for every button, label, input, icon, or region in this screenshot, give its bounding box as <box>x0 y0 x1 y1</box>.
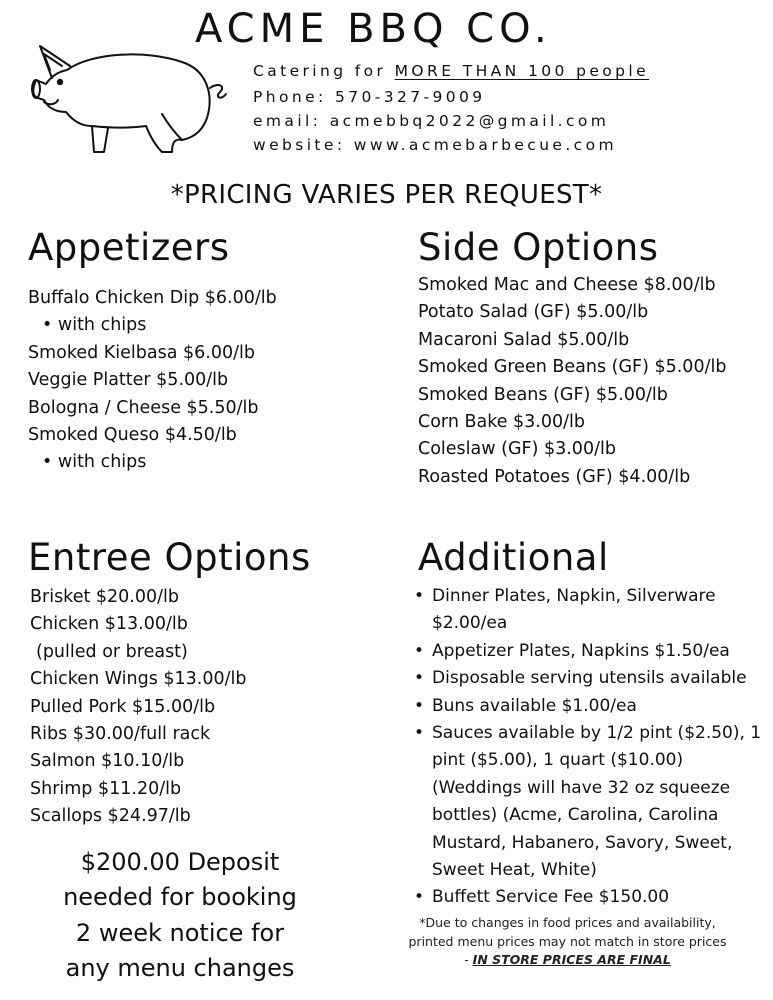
list-item: • Disposable serving utensils available <box>414 665 764 692</box>
list-item: Corn Bake $3.00/lb <box>418 411 586 432</box>
entrees-list <box>30 584 247 831</box>
email-line: email: acmebbq2022@gmail.com <box>253 112 610 130</box>
list-item: Ribs $30.00/full rack <box>30 723 211 744</box>
price-disclaimer: *Due to changes in food prices and availability, printed menu prices may not match in store prices - IN STORE PRICES ARE FINAL <box>408 915 727 967</box>
list-item: Bologna / Cheese $5.50/lb <box>28 397 259 418</box>
list-item: • Sauces available by 1/2 pint ($2.50), 1 pint ($5.00), 1 quart ($10.00) (Weddings will have 32 oz squeeze bottles) (Acme, Carolina, Carolina Mustard, Habanero, Savory, Sweet, Sweet Heat, White) <box>414 720 762 884</box>
list-item: • with chips <box>28 449 277 476</box>
list-item: • Appetizer Plates, Napkins $1.50/ea <box>414 638 764 665</box>
entrees-heading: Entree Options <box>28 536 311 579</box>
list-item: Smoked Beans (GF) $5.00/lb <box>418 384 668 405</box>
list-item: Pulled Pork $15.00/lb <box>30 696 216 717</box>
list-item: Buffalo Chicken Dip $6.00/lb <box>28 288 277 308</box>
list-item: Smoked Kielbasa $6.00/lb <box>28 342 255 363</box>
list-item: • with chips <box>28 312 277 339</box>
sides-heading: Side Options <box>418 226 659 269</box>
additional-list <box>414 583 764 912</box>
list-item: • Buns available $1.00/ea <box>414 693 764 720</box>
list-item: Smoked Mac and Cheese $8.00/lb <box>418 275 716 295</box>
list-item: • Dinner Plates, Napkin, Silverware $2.00/ea <box>414 583 732 638</box>
list-item: Salmon $10.10/lb <box>30 751 185 772</box>
sides-list <box>418 272 726 491</box>
list-item: Roasted Potatoes (GF) $4.00/lb <box>418 466 691 487</box>
list-item: Potato Salad (GF) $5.00/lb <box>418 302 649 323</box>
list-item: (pulled or breast) <box>36 641 188 662</box>
deposit-note: $200.00 Deposit needed for booking 2 week notice for any menu changes <box>63 848 297 982</box>
additional-heading: Additional <box>418 536 609 579</box>
list-item: • Buffett Service Fee $150.00 <box>414 884 764 911</box>
list-item: Macaroni Salad $5.00/lb <box>418 329 630 350</box>
list-item: Veggie Platter $5.00/lb <box>28 370 229 391</box>
list-item: Brisket $20.00/lb <box>30 587 179 607</box>
brand-title: ACME BBQ CO. <box>195 6 552 52</box>
pricing-note: *PRICING VARIES PER REQUEST* <box>170 180 603 210</box>
appetizers-list <box>28 285 277 477</box>
website-line: website: www.acmebarbecue.com <box>253 136 617 154</box>
pig-logo-icon <box>22 40 232 160</box>
list-item: Scallops $24.97/lb <box>30 806 191 827</box>
catering-line: Catering for MORE THAN 100 people <box>253 62 650 80</box>
list-item: Shrimp $11.20/lb <box>30 778 182 799</box>
appetizers-heading: Appetizers <box>28 226 230 269</box>
list-item: Chicken $13.00/lb <box>30 614 188 635</box>
final-price-notice: IN STORE PRICES ARE FINAL <box>472 952 671 967</box>
list-item: Smoked Green Beans (GF) $5.00/lb <box>418 357 727 378</box>
list-item: Chicken Wings $13.00/lb <box>30 669 247 690</box>
catering-emphasis: MORE THAN 100 people <box>394 62 650 80</box>
list-item: Smoked Queso $4.50/lb <box>28 424 237 445</box>
phone-line: Phone: 570-327-9009 <box>253 88 486 106</box>
list-item: Coleslaw (GF) $3.00/lb <box>418 439 616 460</box>
